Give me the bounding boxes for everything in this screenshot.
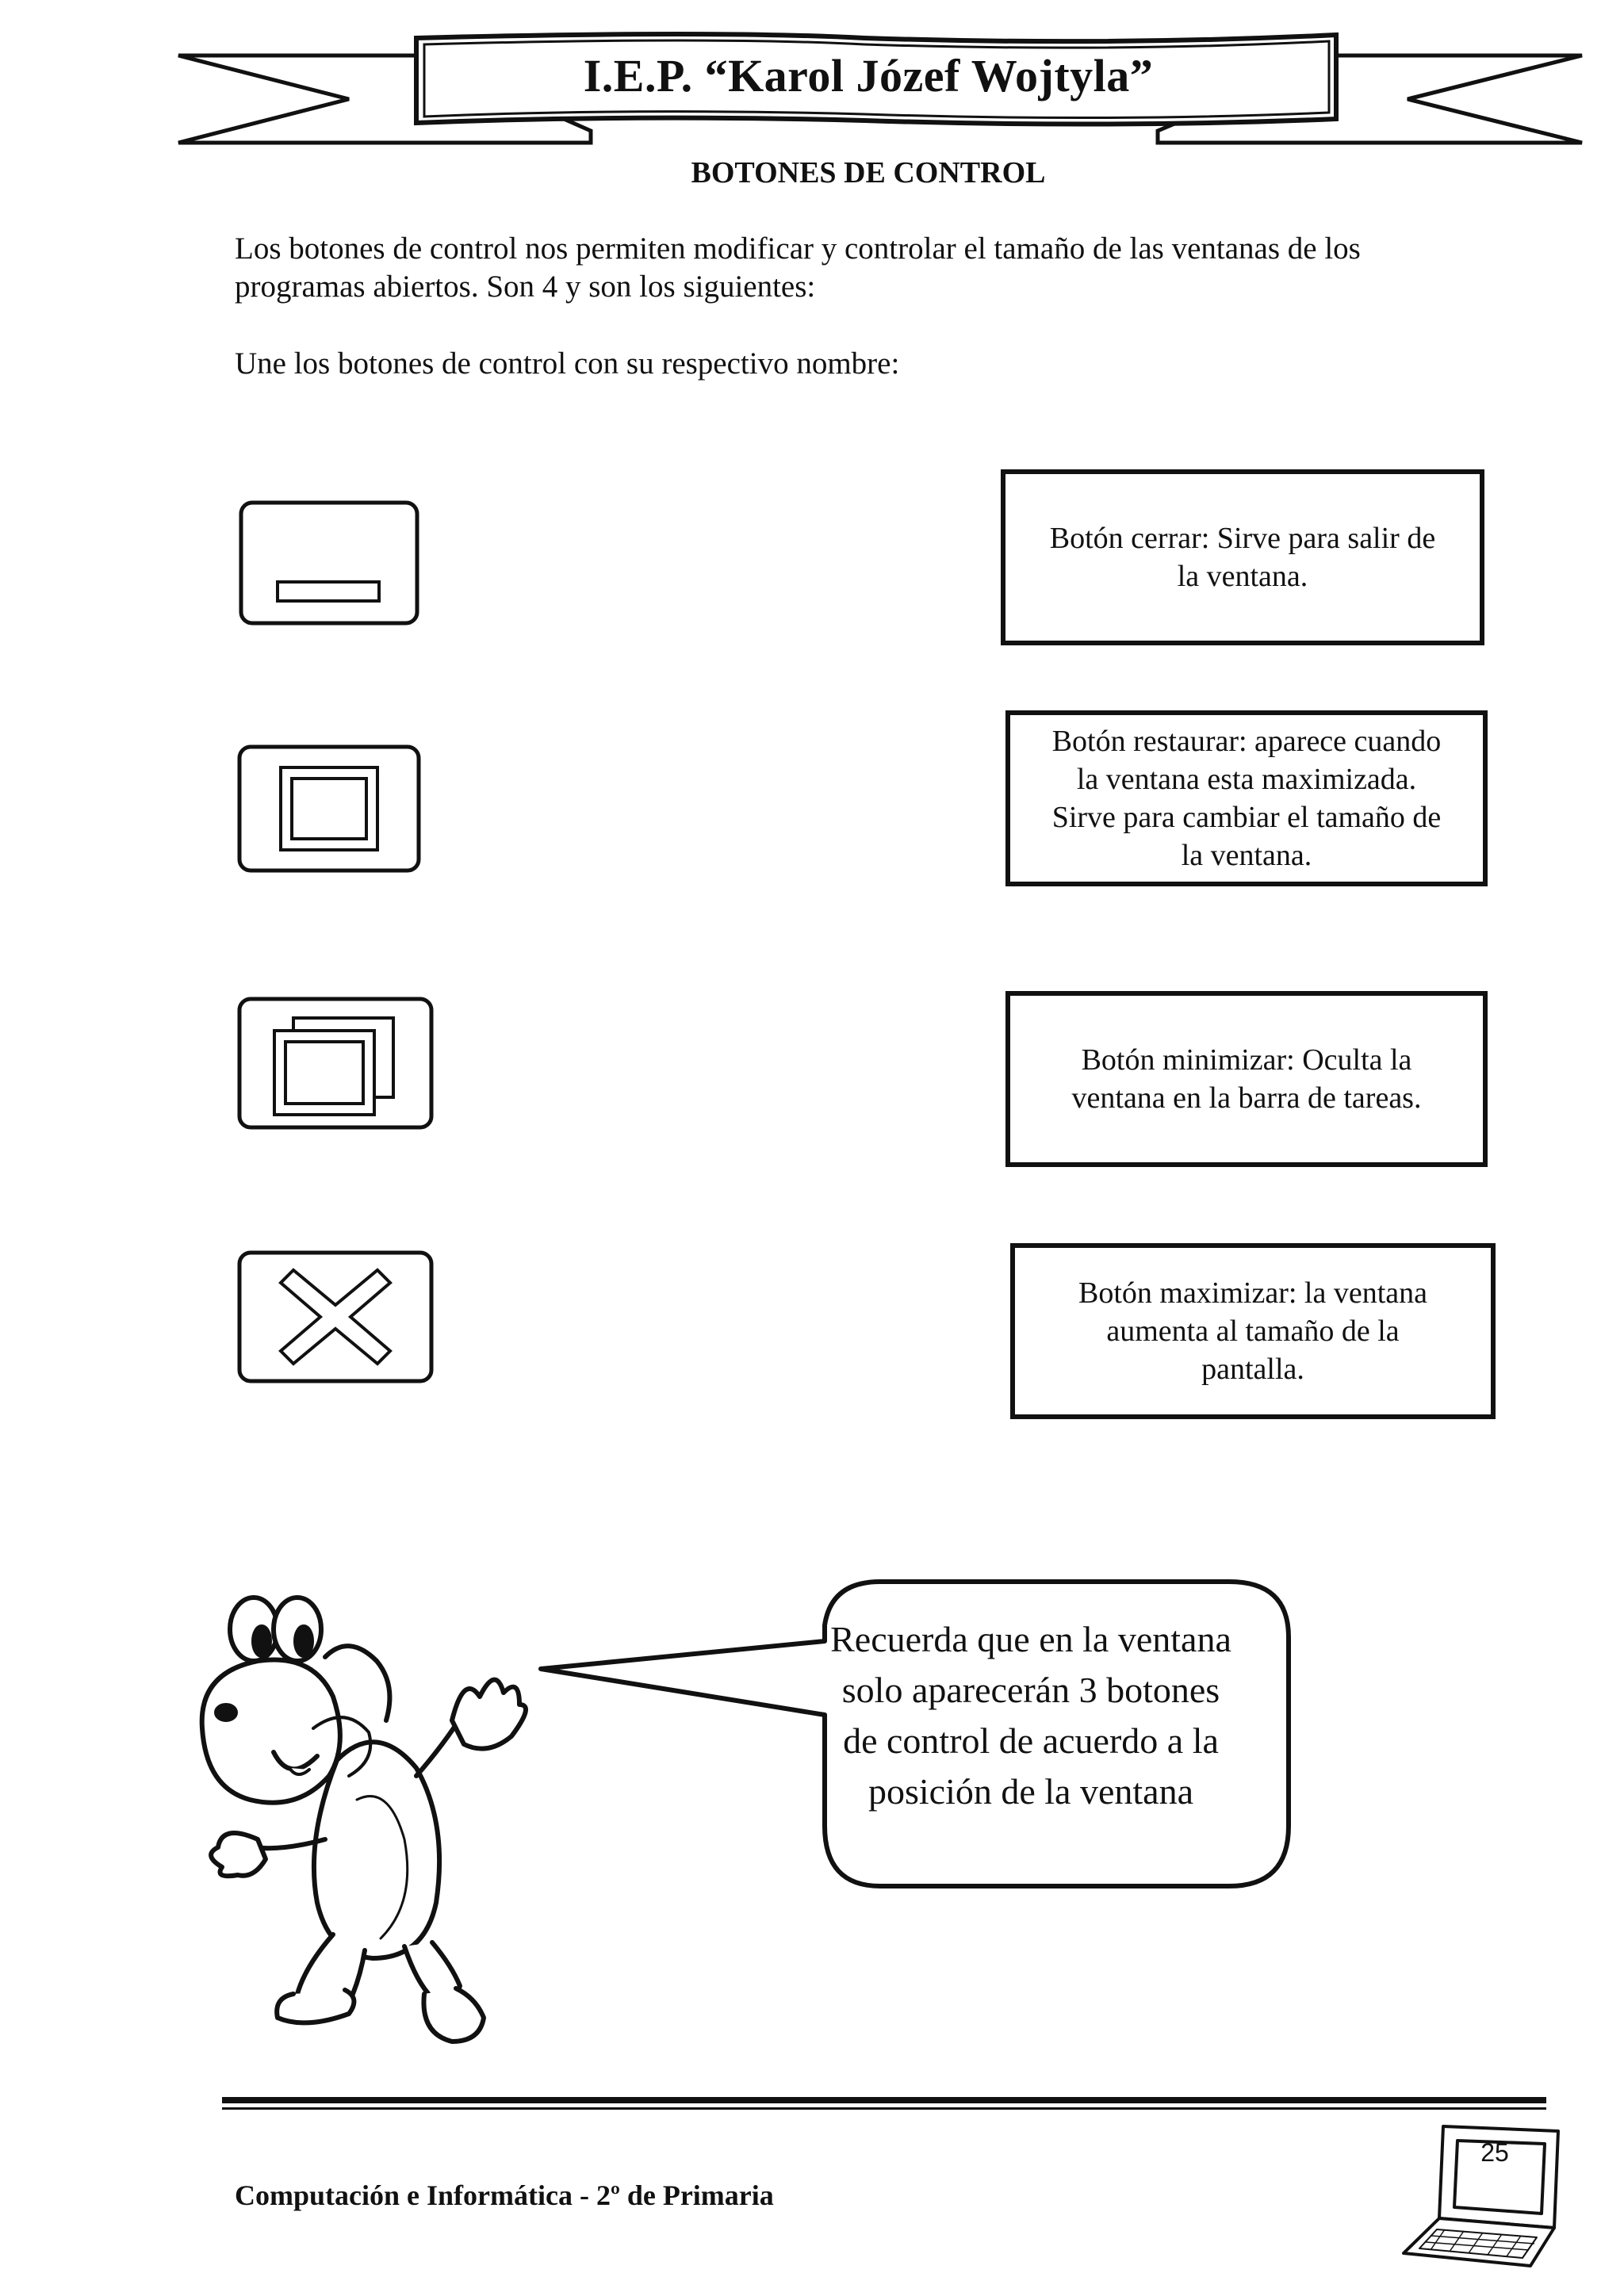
close-icon (236, 1249, 435, 1384)
dinosaur-mascot-illustration (178, 1586, 575, 2061)
description-line: la ventana. (1177, 560, 1308, 593)
intro-line: Los botones de control nos permiten modificar y controlar el tamaño de las ventanas de los (235, 232, 1361, 266)
description-line: Botón cerrar: Sirve para salir de (1049, 522, 1436, 555)
reminder-line: Recuerda que en la ventana (830, 1619, 1231, 1659)
maximize-icon (236, 744, 422, 874)
description-box-maximize (1010, 1243, 1496, 1419)
instruction-text: Une los botones de control con su respectivo nombre: (235, 346, 900, 381)
description-line: la ventana esta maximizada. (1076, 763, 1417, 796)
section-title: BOTONES DE CONTROL (691, 156, 1046, 189)
description-line: Sirve para cambiar el tamaño de (1051, 801, 1442, 834)
reminder-line: solo aparecerán 3 botones (841, 1670, 1220, 1710)
minimize-icon (238, 499, 420, 626)
restore-icon (236, 996, 435, 1131)
description-box-close (1001, 469, 1484, 645)
intro-line: programas abiertos. Son 4 y son los siguientes: (235, 270, 816, 304)
reminder-text (777, 1614, 1285, 1817)
intro-paragraph (235, 230, 1503, 306)
description-line: Botón minimizar: Oculta la (1081, 1043, 1412, 1077)
page-number: 25 (1480, 2138, 1509, 2167)
reminder-line: posición de la ventana (868, 1771, 1194, 1812)
description-line: pantalla. (1201, 1353, 1304, 1386)
school-title: I.E.P. “Karol Józef Wojtyla” (583, 50, 1154, 101)
footer-divider (222, 2097, 1546, 2113)
description-line: Botón restaurar: aparece cuando (1051, 725, 1442, 758)
description-box-minimize (1005, 991, 1488, 1167)
description-line: ventana en la barra de tareas. (1071, 1081, 1422, 1115)
description-line: aumenta al tamaño de la (1106, 1314, 1400, 1348)
description-line: la ventana. (1181, 839, 1312, 872)
description-box-restore (1005, 710, 1488, 886)
description-line: Botón maximizar: la ventana (1078, 1276, 1428, 1310)
footer-course-label: Computación e Informática - 2º de Primaria (235, 2179, 774, 2211)
reminder-line: de control de acuerdo a la (843, 1720, 1219, 1761)
